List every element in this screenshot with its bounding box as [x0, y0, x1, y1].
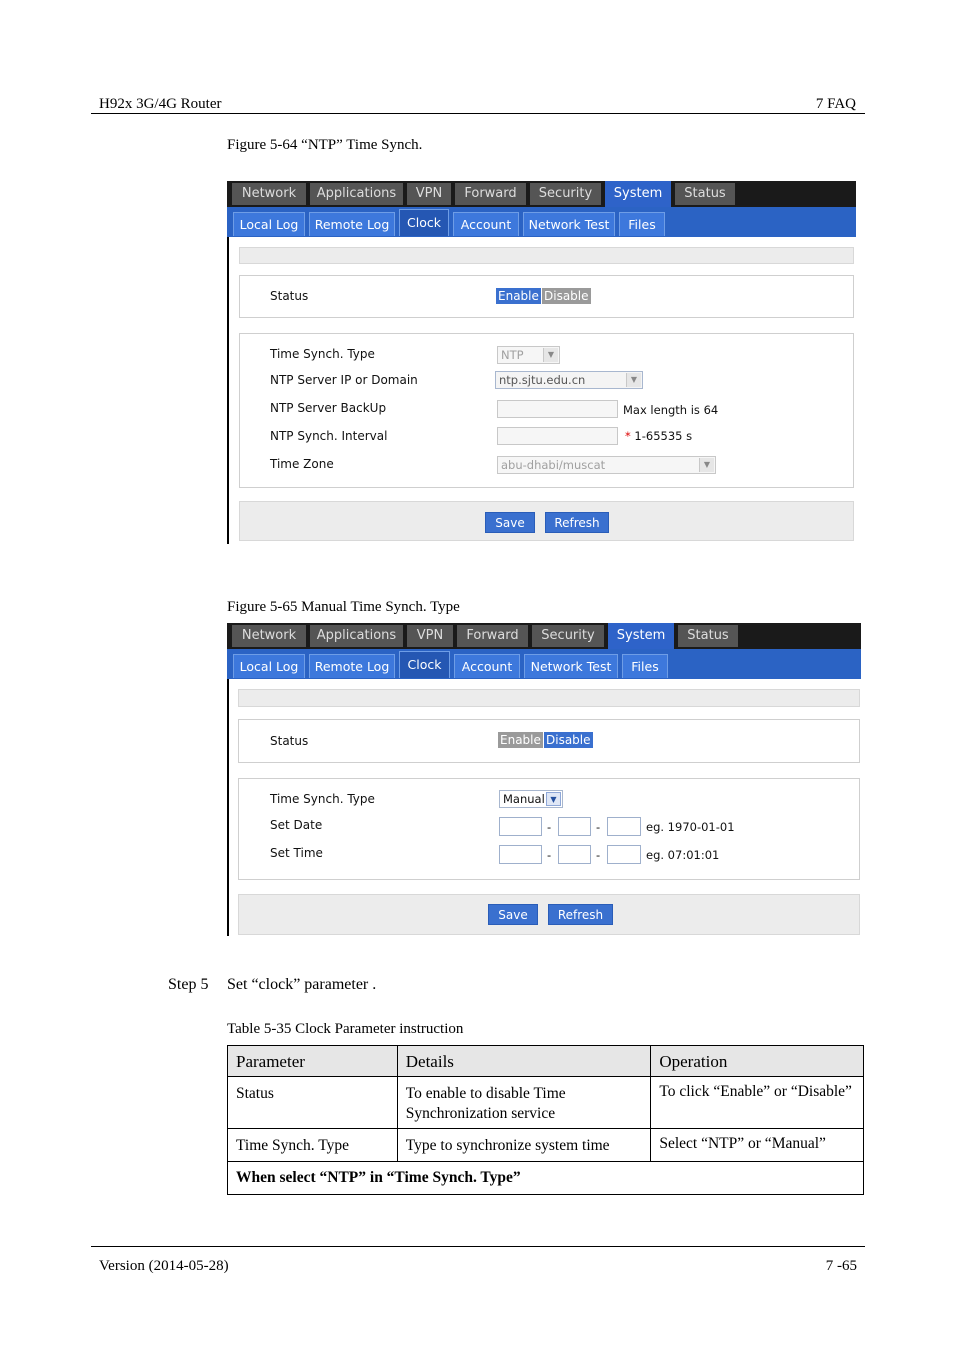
cell-operation: Select “NTP” or “Manual” [651, 1129, 864, 1162]
tab-status[interactable]: Status [675, 183, 735, 205]
disable-button[interactable]: Disable [546, 733, 591, 747]
type-select[interactable] [497, 346, 560, 364]
cell-span: When select “NTP” in “Time Synch. Type” [228, 1162, 864, 1195]
type-select-value: NTP [501, 348, 524, 362]
zone-select[interactable] [497, 456, 716, 474]
tab-vpn[interactable]: VPN [407, 183, 451, 205]
subtab-account[interactable]: Account [453, 212, 519, 236]
save-button[interactable]: Save [485, 512, 535, 533]
save-button[interactable]: Save [488, 904, 538, 925]
required-star: * [625, 429, 631, 443]
subtab-files[interactable]: Files [619, 212, 665, 236]
tab-vpn[interactable]: VPN [407, 625, 453, 647]
subtab-network-test[interactable]: Network Test [524, 654, 618, 678]
tab-applications[interactable]: Applications [310, 183, 403, 205]
time-separator: - [547, 848, 552, 862]
type-select-value: Manual [503, 792, 545, 806]
status-box [238, 719, 860, 763]
enable-button[interactable]: Enable [498, 289, 539, 303]
time-minute-input[interactable] [558, 845, 591, 864]
enable-button[interactable]: Enable [500, 733, 541, 747]
header-rule [91, 113, 865, 114]
subtab-files[interactable]: Files [622, 654, 668, 678]
sub-nav [227, 649, 861, 679]
tab-network[interactable]: Network [232, 625, 306, 647]
subtab-network-test[interactable]: Network Test [523, 212, 615, 236]
tab-network[interactable]: Network [232, 183, 306, 205]
tab-forward[interactable]: Forward [455, 183, 526, 205]
interval-input[interactable] [497, 427, 618, 445]
cell-details: Type to synchronize system time [397, 1129, 651, 1162]
date-year-input[interactable] [499, 817, 542, 836]
subtab-clock[interactable]: Clock [399, 651, 450, 678]
settings-box [239, 333, 854, 488]
backup-note: Max length is 64 [623, 403, 719, 417]
figure2-caption: Figure 5-65 Manual Time Synch. Type [227, 599, 460, 615]
subtab-remote-log[interactable]: Remote Log [309, 212, 395, 236]
subtab-remote-log[interactable]: Remote Log [309, 654, 395, 678]
sub-nav [227, 207, 856, 237]
title-band [238, 689, 860, 707]
status-label: Status [270, 734, 309, 748]
subtab-clock[interactable]: Clock [399, 209, 449, 236]
table-row [228, 1077, 864, 1129]
step-number: Step 5 [168, 976, 209, 993]
time-separator: - [596, 848, 601, 862]
table-caption: Table 5-35 Clock Parameter instruction [227, 1021, 464, 1037]
status-box [239, 275, 854, 318]
subtab-local-log[interactable]: Local Log [233, 654, 305, 678]
type-label: Time Synch. Type [270, 347, 375, 361]
type-select[interactable] [499, 790, 563, 808]
footer-rule [91, 1246, 865, 1247]
tab-forward[interactable]: Forward [457, 625, 528, 647]
table-row [228, 1129, 864, 1162]
tab-system[interactable]: System [608, 623, 674, 649]
type-label: Time Synch. Type [270, 792, 375, 806]
figure1-caption: Figure 5-64 “NTP” Time Synch. [227, 137, 423, 153]
date-day-input[interactable] [607, 817, 641, 836]
time-example: eg. 07:01:01 [646, 848, 720, 862]
interval-range: 1-65535 s [634, 429, 693, 443]
backup-input[interactable] [497, 400, 618, 418]
chevron-down-icon: ▼ [546, 792, 561, 806]
header-title: H92x 3G/4G Router [99, 96, 222, 112]
action-band [239, 501, 854, 541]
tab-security[interactable]: Security [532, 625, 604, 647]
date-label: Set Date [270, 818, 323, 832]
header-parameter: Parameter [228, 1046, 398, 1077]
date-month-input[interactable] [558, 817, 591, 836]
chevron-down-icon: ▼ [626, 373, 641, 387]
parameter-table [227, 1045, 864, 1195]
top-nav [227, 623, 861, 649]
cell-parameter: Time Synch. Type [228, 1129, 398, 1162]
tab-system[interactable]: System [605, 181, 671, 207]
footer-version: Version (2014-05-28) [99, 1258, 229, 1274]
figure2-screenshot [227, 623, 861, 936]
disable-button[interactable]: Disable [544, 289, 589, 303]
cell-operation: To click “Enable” or “Disable” [651, 1077, 864, 1129]
server-select[interactable] [495, 371, 643, 389]
zone-label: Time Zone [270, 457, 334, 471]
date-separator: - [596, 820, 601, 834]
backup-label: NTP Server BackUp [270, 401, 387, 415]
interval-label: NTP Synch. Interval [270, 429, 388, 443]
date-example: eg. 1970-01-01 [646, 820, 735, 834]
tab-status[interactable]: Status [678, 625, 738, 647]
time-label: Set Time [270, 846, 323, 860]
subtab-local-log[interactable]: Local Log [233, 212, 305, 236]
subtab-account[interactable]: Account [454, 654, 520, 678]
time-hour-input[interactable] [499, 845, 542, 864]
table-span-row [228, 1162, 864, 1195]
header-details: Details [397, 1046, 651, 1077]
figure1-screenshot [227, 181, 856, 544]
chevron-down-icon: ▼ [543, 348, 558, 362]
top-nav [227, 181, 856, 207]
header-operation: Operation [651, 1046, 864, 1077]
table-header-row [228, 1046, 864, 1077]
date-separator: - [547, 820, 552, 834]
status-label: Status [270, 289, 309, 303]
action-band [238, 894, 860, 935]
cell-details: To enable to disable Time Synchronization service [397, 1077, 651, 1129]
server-select-value: ntp.sjtu.edu.cn [499, 373, 586, 387]
time-second-input[interactable] [607, 845, 641, 864]
step-text: Set “clock” parameter . [227, 976, 377, 993]
header-chapter: 7 FAQ [815, 96, 856, 112]
title-band [239, 247, 854, 264]
refresh-button[interactable]: Refresh [548, 904, 613, 925]
settings-box [238, 778, 860, 880]
zone-select-value: abu-dhabi/muscat [501, 458, 606, 472]
tab-applications[interactable]: Applications [310, 625, 403, 647]
footer-page-number: 7 -65 [825, 1258, 857, 1274]
refresh-button[interactable]: Refresh [545, 512, 609, 533]
interval-note [625, 429, 692, 443]
chevron-down-icon: ▼ [699, 458, 714, 472]
tab-security[interactable]: Security [530, 183, 601, 205]
server-label: NTP Server IP or Domain [270, 373, 418, 387]
cell-parameter: Status [228, 1077, 398, 1129]
